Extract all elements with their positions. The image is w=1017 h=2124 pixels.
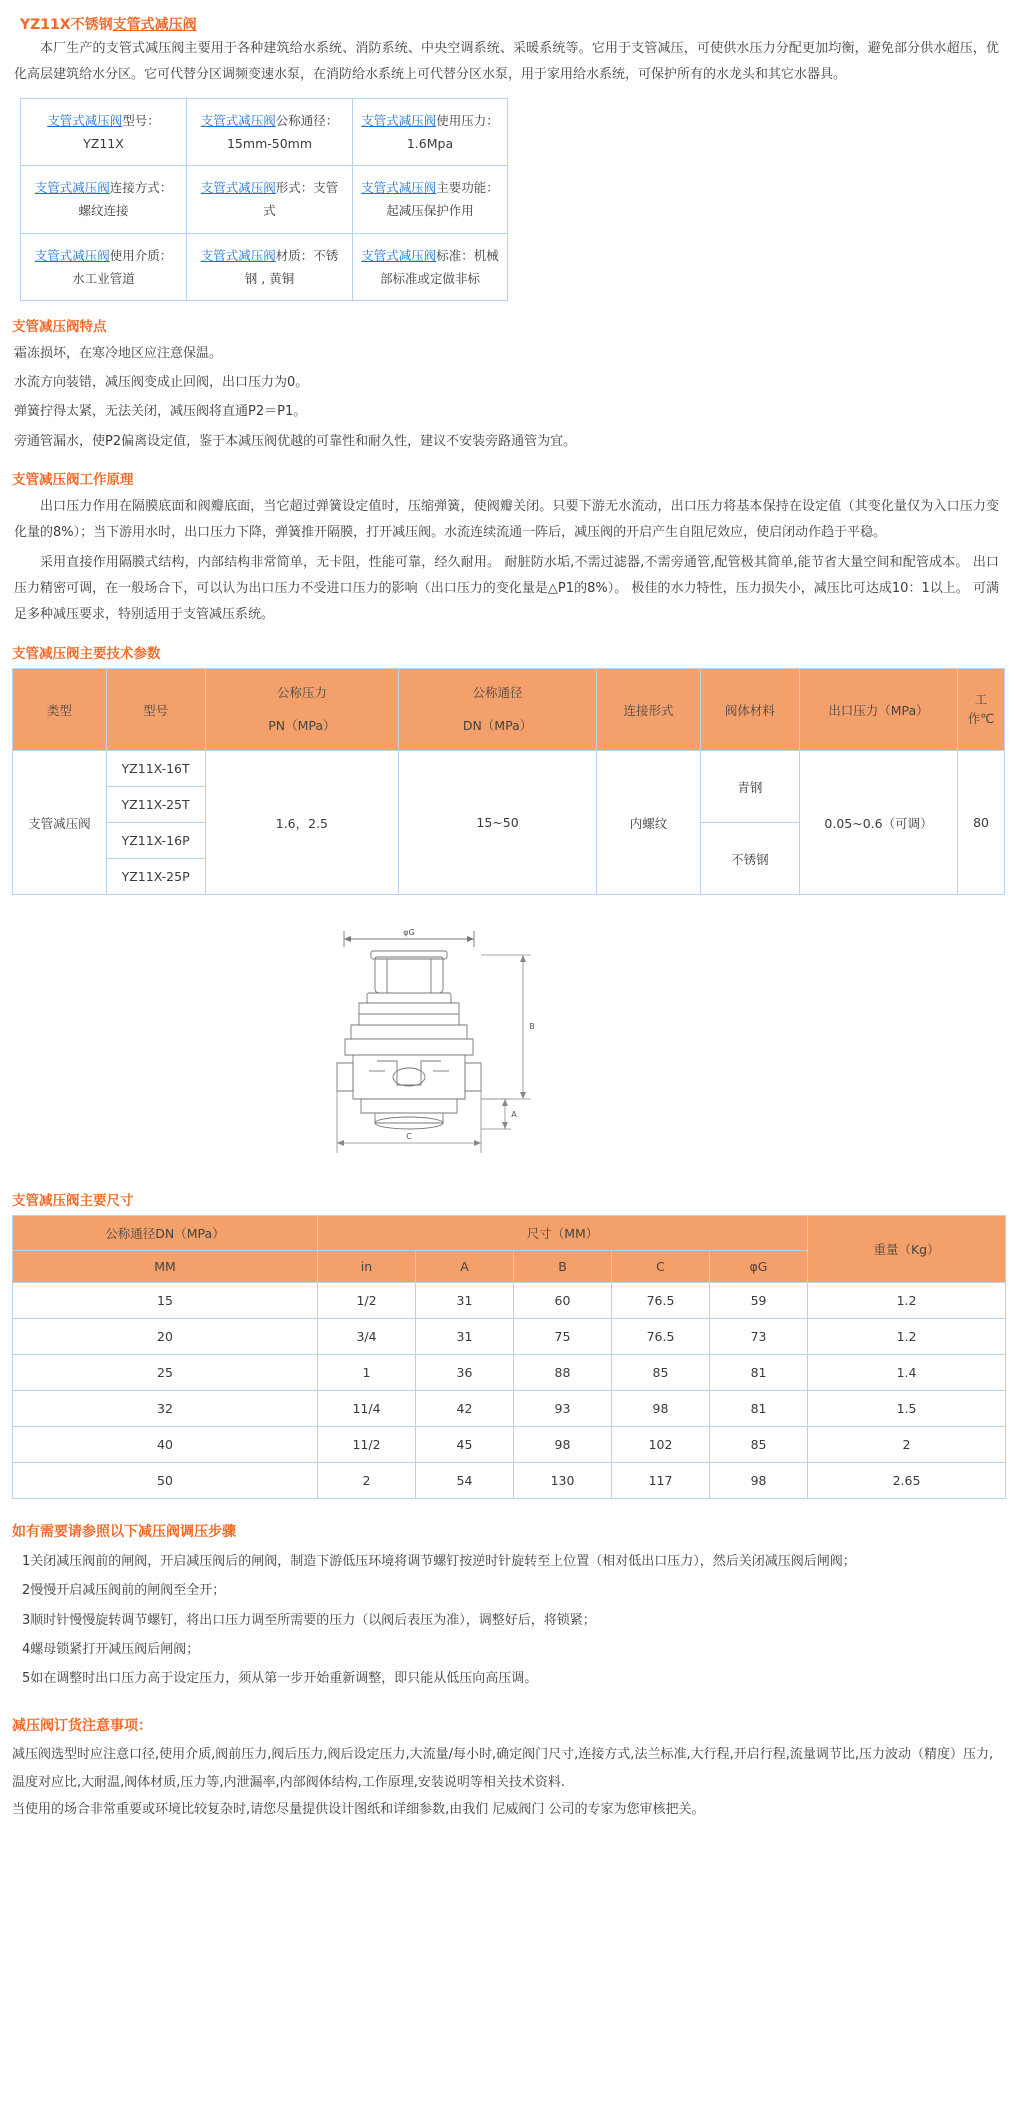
list-item: 4螺母锁紧打开减压阀后闸阀； [22, 1641, 200, 1657]
cell-weight: 2 [808, 1427, 1006, 1463]
cell-weight: 1.2 [808, 1283, 1006, 1319]
info-cell-link[interactable]: 支管式减压阀 [47, 113, 123, 128]
principle-paragraph-2: 采用直接作用隔膜式结构，内部结构非常简单，无卡阻，性能可靠，经久耐用。 耐脏防水垢,不需过滤器,不需旁通管,配管极其简单,能节省大量空间和配管成本。 出口压力精密可调，在一般场合下，可以认为出口压力不受进口压力的影响（出口压力的变化量是△P1的8%）。 极佳的水力特性，压力损失小，减压比可达成10：1以上。 可满足多种减压要求，特别适用于支管减压系统。 [14, 555, 999, 623]
info-cell [187, 99, 353, 166]
cell-type: 支管减压阀 [13, 751, 107, 895]
list-item: 2慢慢开启减压阀前的闸阀至全开； [22, 1583, 226, 1599]
feature-item: 水流方向装错，减压阀变成止回阀，出口压力为0。 [14, 375, 309, 391]
col-header-b: B [514, 1251, 612, 1283]
cell-c: 76.5 [612, 1319, 710, 1355]
page-title-plain: YZ11X不锈钢 [20, 17, 113, 33]
col-header-mm: MM [13, 1251, 318, 1283]
cell-a: 31 [416, 1319, 514, 1355]
cell-model: YZ11X-25P [106, 859, 205, 895]
cell-c: 102 [612, 1427, 710, 1463]
col-header-g: φG [710, 1251, 808, 1283]
dim-label-g: φG [402, 928, 415, 938]
cell-weight: 2.65 [808, 1463, 1006, 1499]
col-header-dn-line2: DN（MPa） [462, 717, 533, 733]
features-heading: 支管减压阀特点 [12, 318, 107, 335]
cell-a: 36 [416, 1355, 514, 1391]
order-notes-paragraph-2: 当使用的场合非常重要或环境比较复杂时,请您尽量提供设计图纸和详细参数,由我们 尼威阀门 公司的专家为您审核把关。 [12, 1801, 705, 1817]
cell-mm: 20 [13, 1319, 318, 1355]
principle-paragraph-1: 出口压力作用在隔膜底面和阀瓣底面，当它超过弹簧设定值时，压缩弹簧，使阀瓣关闭。只要下游无水流动，出口压力将基本保持在设定值（其变化量仅为入口压力变化量的8%）；当下游用水时，出口压力下降，弹簧推开隔膜，打开减压阀。水流连续流通一阵后，减压阀的开启产生自阻尼效应，使启闭动作趋于平稳。 [14, 499, 999, 541]
cell-g: 81 [710, 1391, 808, 1427]
col-header-size-group: 尺寸（MM） [318, 1216, 808, 1251]
cell-weight: 1.5 [808, 1391, 1006, 1427]
table-row [13, 1319, 1006, 1355]
cell-temperature: 80 [958, 751, 1005, 895]
cell-weight: 1.2 [808, 1319, 1006, 1355]
info-cell-text: 主要功能：起减压保护作用 [386, 180, 499, 219]
spec-table-heading: 支管减压阀主要技术参数 [12, 646, 161, 663]
valve-technical-drawing [299, 921, 719, 1171]
cell-connection: 内螺纹 [596, 751, 700, 895]
info-cell [353, 99, 508, 166]
cell-g: 98 [710, 1463, 808, 1499]
table-row [21, 99, 508, 166]
cell-c: 98 [612, 1391, 710, 1427]
dim-table-heading: 支管减压阀主要尺寸 [12, 1193, 134, 1210]
cell-in: 3/4 [318, 1319, 416, 1355]
col-header-pn [205, 669, 399, 751]
info-cell-link[interactable]: 支管式减压阀 [200, 247, 276, 263]
cell-mm: 32 [13, 1391, 318, 1427]
cell-in: 11/4 [318, 1391, 416, 1427]
info-cell [353, 166, 508, 233]
table-row [21, 233, 508, 300]
info-cell-text: 材质：不锈钢 , 黄铜 [244, 247, 339, 286]
info-cell [187, 166, 353, 233]
info-cell [21, 99, 187, 166]
dimensions-table [12, 1215, 1006, 1499]
table-header-row [13, 1216, 1006, 1251]
product-info-table [20, 98, 508, 301]
technical-parameters-table [12, 668, 1005, 895]
cell-model: YZ11X-25T [106, 787, 205, 823]
col-header-pn-line1: 公称压力 [276, 685, 327, 701]
info-cell-text: 标准：机械部标准或定做非标 [379, 247, 499, 286]
cell-a: 54 [416, 1463, 514, 1499]
col-header-temperature-line1: 工 [974, 691, 988, 707]
valve-drawing-container [8, 921, 1009, 1171]
info-cell-text: 使用介质：水工业管道 [72, 247, 173, 286]
list-item: 5如在调整时出口压力高于设定压力，须从第一步开始重新调整，即只能从低压向高压调。 [22, 1671, 538, 1687]
table-row [13, 751, 1005, 787]
col-header-material: 阀体材料 [701, 669, 800, 751]
cell-c: 117 [612, 1463, 710, 1499]
col-header-dn-line1: 公称通径 [472, 685, 523, 701]
cell-material: 不锈钢 [701, 823, 800, 895]
dim-label-b: B [528, 1022, 535, 1032]
order-notes-block [8, 1741, 1009, 1823]
col-header-outlet-pressure: 出口压力（MPa） [799, 669, 957, 751]
cell-b: 60 [514, 1283, 612, 1319]
cell-b: 130 [514, 1463, 612, 1499]
table-row [13, 1463, 1006, 1499]
info-cell-text: 公称通径：15mm-50mm [226, 113, 339, 152]
col-header-temperature-line2: 作℃ [967, 710, 995, 726]
cell-outlet-pressure: 0.05~0.6（可调） [799, 751, 957, 895]
table-row [21, 166, 508, 233]
feature-item: 霜冻损坏，在寒冷地区应注意保温。 [14, 345, 223, 361]
cell-c: 76.5 [612, 1283, 710, 1319]
info-cell [353, 233, 508, 300]
cell-a: 31 [416, 1283, 514, 1319]
info-cell [21, 166, 187, 233]
cell-material: 青钢 [701, 751, 800, 823]
cell-mm: 15 [13, 1283, 318, 1319]
col-header-temperature [958, 669, 1005, 751]
info-cell-link[interactable]: 支管式减压阀 [361, 180, 437, 196]
cell-g: 81 [710, 1355, 808, 1391]
cell-model: YZ11X-16P [106, 823, 205, 859]
col-header-pn-line2: PN（MPa） [268, 717, 336, 733]
cell-in: 2 [318, 1463, 416, 1499]
cell-c: 85 [612, 1355, 710, 1391]
adjustment-steps-list [8, 1547, 1009, 1693]
intro-paragraph: 本厂生产的支管式减压阀主要用于各种建筑给水系统、消防系统、中央空调系统、采暖系统等。它用于支管减压，可使供水压力分配更加均衡，避免部分供水超压，优化高层建筑给水分区。它可代替分区调频变速水泵，在消防给水系统上可代替分区水泵，用于家用给水系统，可保护所有的水龙头和其它水器具。 [14, 41, 999, 82]
cell-in: 1 [318, 1355, 416, 1391]
cell-b: 88 [514, 1355, 612, 1391]
cell-b: 75 [514, 1319, 612, 1355]
info-cell-link[interactable]: 支管式减压阀 [200, 180, 276, 196]
col-header-c: C [612, 1251, 710, 1283]
page-title-link[interactable]: 支管式减压阀 [112, 17, 197, 33]
cell-g: 85 [710, 1427, 808, 1463]
table-row [13, 1391, 1006, 1427]
info-cell-text: 连接方式：螺纹连接 [78, 180, 173, 219]
info-cell-link[interactable]: 支管式减压阀 [34, 180, 110, 196]
table-row [13, 1283, 1006, 1319]
col-header-dn-group: 公称通径DN（MPa） [13, 1216, 318, 1251]
col-header-weight: 重量（Kg） [808, 1216, 1006, 1283]
cell-model: YZ11X-16T [106, 751, 205, 787]
info-cell-link[interactable]: 支管式减压阀 [361, 113, 437, 128]
info-cell-text: 使用压力：1.6Mpa [406, 113, 499, 152]
feature-item: 旁通管漏水，使P2偏离设定值，鉴于本减压阀优越的可靠性和耐久性，建议不安装旁路通管为宜。 [14, 433, 577, 449]
cell-in: 1/2 [318, 1283, 416, 1319]
cell-b: 98 [514, 1427, 612, 1463]
info-cell-link[interactable]: 支管式减压阀 [200, 113, 276, 128]
cell-b: 93 [514, 1391, 612, 1427]
order-notes-heading: 减压阀订货注意事项： [12, 1718, 152, 1735]
cell-mm: 40 [13, 1427, 318, 1463]
info-cell-link[interactable]: 支管式减压阀 [361, 247, 437, 263]
steps-heading: 如有需要请参照以下减压阀调压步骤 [12, 1524, 236, 1541]
info-cell [187, 233, 353, 300]
cell-a: 45 [416, 1427, 514, 1463]
cell-a: 42 [416, 1391, 514, 1427]
col-header-a: A [416, 1251, 514, 1283]
col-header-connection: 连接形式 [596, 669, 700, 751]
col-header-dn [399, 669, 597, 751]
info-cell-text: 型号：YZ11X [83, 113, 160, 152]
dim-label-a: A [510, 1110, 517, 1120]
cell-mm: 50 [13, 1463, 318, 1499]
principle-heading: 支管减压阀工作原理 [12, 472, 134, 489]
cell-mm: 25 [13, 1355, 318, 1391]
order-notes-paragraph-1: 减压阀选型时应注意口径,使用介质,阀前压力,阀后压力,阀后设定压力,大流量/每小时,确定阀门尺寸,连接方式,法兰标准,大行程,开启行程,流量调节比,压力波动（精度）压力,温度对应比,大耐温,阀体材质,压力等,内泄漏率,内部阀体结构,工作原理,安装说明等相关技术资料. [12, 1747, 994, 1790]
table-row [13, 1427, 1006, 1463]
feature-item: 弹簧拧得太紧，无法关闭，减压阀将直通P2＝P1。 [14, 404, 307, 420]
cell-g: 59 [710, 1283, 808, 1319]
table-row [13, 1355, 1006, 1391]
cell-in: 11/2 [318, 1427, 416, 1463]
col-header-in: in [318, 1251, 416, 1283]
list-item: 1关闭减压阀前的闸阀，开启减压阀后的闸阀，制造下游低压环境将调节螺钉按逆时针旋转至上位置（相对低出口压力），然后关闭减压阀后闸阀； [22, 1554, 856, 1570]
cell-g: 73 [710, 1319, 808, 1355]
col-header-model: 型号 [106, 669, 205, 751]
cell-weight: 1.4 [808, 1355, 1006, 1391]
list-item: 3顺时针慢慢旋转调节螺钉，将出口压力调至所需要的压力（以阀后表压为准），调整好后，将锁紧； [22, 1612, 596, 1628]
dimensions-table-body [13, 1283, 1006, 1499]
dim-label-c: C [405, 1132, 412, 1142]
cell-pn: 1.6，2.5 [205, 751, 399, 895]
col-header-type: 类型 [13, 669, 107, 751]
info-cell [21, 233, 187, 300]
page-title [8, 0, 1009, 36]
cell-dn: 15~50 [399, 751, 597, 895]
info-cell-text: 形式：支管式 [263, 180, 339, 219]
info-cell-link[interactable]: 支管式减压阀 [34, 247, 110, 263]
